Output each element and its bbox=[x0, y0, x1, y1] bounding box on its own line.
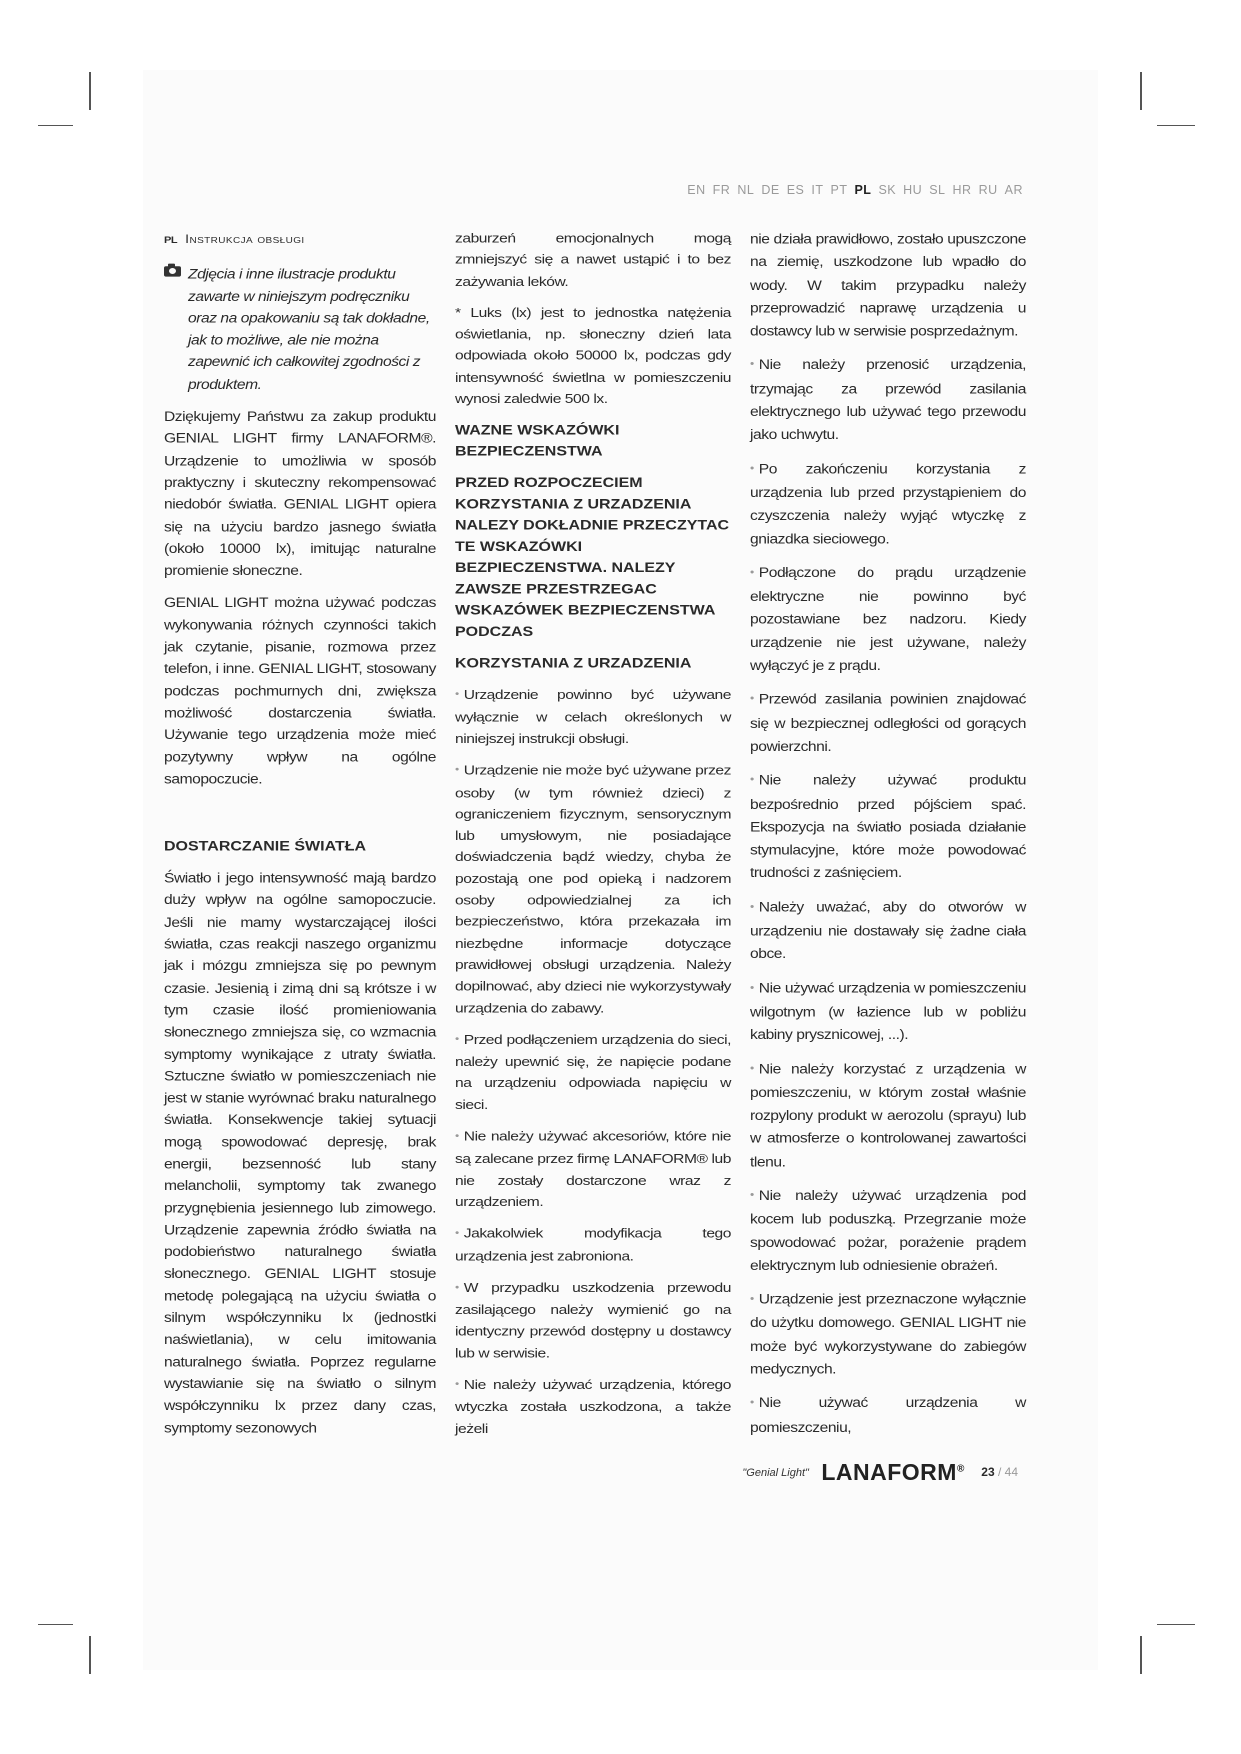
product-name: "Genial Light" bbox=[742, 1467, 809, 1479]
language-code: PL bbox=[164, 234, 178, 246]
crop-mark bbox=[1140, 1636, 1142, 1674]
list-item: • Należy uważać, aby do otworów w urządzeniu nie dostawały się żadne ciała obce. bbox=[750, 899, 1026, 963]
camera-icon bbox=[164, 266, 181, 276]
language-ru: RU bbox=[978, 183, 998, 197]
page-footer bbox=[740, 1459, 1018, 1486]
note-text: Zdjęcia i inne ilustracje produktu zawarte w niniejszym podręczniku oraz na opakowaniu są tak dokładne, jak to możliwe, ale nie można zapewnić ich całkowitej zgodności z produktem. bbox=[188, 267, 430, 393]
crop-mark bbox=[89, 72, 91, 110]
crop-mark bbox=[38, 1624, 73, 1625]
language-sl: SL bbox=[929, 183, 946, 197]
page-number: 23 / 44 bbox=[981, 1465, 1018, 1479]
crop-mark bbox=[1157, 1624, 1195, 1625]
list-item: • Nie należy przenosić urządzenia, trzymając za przewód zasilania elektrycznego lub używać tego przewodu jako uchwytu. bbox=[750, 357, 1026, 443]
crop-mark bbox=[1157, 125, 1195, 126]
language-ar: AR bbox=[1004, 183, 1023, 197]
language-de: DE bbox=[761, 183, 780, 197]
section-title bbox=[164, 228, 436, 252]
safety-heading: WAZNE WSKAZÓWKI BEZPIECZENSTWA bbox=[455, 423, 620, 460]
language-hr: HR bbox=[952, 183, 972, 197]
column-1 bbox=[164, 228, 436, 1450]
before-use-heading: PRZED ROZPOCZECIEM KORZYSTANIA Z URZADZENIA NALEZY DOKŁADNIE PRZECZYTAC TE WSKAZÓWKI BEZPIECZENSTWA. NALEZY ZAWSZE PRZESTRZEGAC WSKAZÓWEK BEZPIECZENSTWA PODCZAS bbox=[455, 476, 730, 640]
language-hu: HU bbox=[903, 183, 923, 197]
list-item: • Nie należy używać urządzenia, którego wtyczka została uszkodzona, a także jeżeli bbox=[455, 1377, 731, 1437]
continued-paragraph: nie działa prawidłowo, zostało upuszczone na ziemię, uszkodzone lub wpadło do wody. W takim przypadku należy przeprowadzić naprawę urządzenia u dostawcy lub w serwisie posprzedażnym. bbox=[750, 231, 1026, 340]
language-nl: NL bbox=[737, 183, 755, 197]
list-item: • Nie należy używać produktu bezpośrednio przed pójściem spać. Ekspozycja na światło posiada działanie stymulacyjne, które może powodować trudności z zaśnięciem. bbox=[750, 772, 1026, 882]
brand-logo: LANAFORM® bbox=[821, 1459, 965, 1485]
list-item: • Jakakolwiek modyfikacja tego urządzenia jest zabroniona. bbox=[455, 1226, 731, 1264]
list-item: • Urządzenie nie może być używane przez osoby (w tym również dzieci) z ograniczeniem fizycznym, sensorycznym lub umysłowym, nie posiadające doświadczenia bądź wiedzy, chyba że pozostają one pod opieką i nadzorem osoby odpowiedzialnej za ich bezpieczeństwo, która przekazała im niezbędne informacje dotyczące prawidłowej obsługi urządzenia. Należy dopilnować, aby dzieci nie wykorzystywały urządzenia do zabawy. bbox=[455, 763, 731, 1016]
language-pt: PT bbox=[830, 183, 848, 197]
list-item: • Przewód zasilania powinien znajdować się w bezpiecznej odległości od gorących powierzchni. bbox=[750, 692, 1026, 755]
list-item: • Nie należy używać urządzenia pod kocem lub poduszką. Przegrzanie może spowodować pożar, porażenie prądem elektrycznym lub odniesienie obrażeń. bbox=[750, 1188, 1026, 1274]
column-3 bbox=[750, 228, 1026, 1450]
list-item: • Podłączone do prądu urządzenie elektryczne nie powinno być pozostawiane bez nadzoru. Kiedy urządzenie nie jest używane, należy wyłączyć je z prądu. bbox=[750, 565, 1026, 674]
photo-note bbox=[164, 264, 436, 396]
crop-mark bbox=[89, 1636, 91, 1674]
list-item: • Po zakończeniu korzystania z urządzenia lub przed przystąpieniem do czyszczenia należy wyjąć wtyczkę z gniazdka sieciowego. bbox=[750, 461, 1026, 547]
continued-paragraph: zaburzeń emocjonalnych mogą zmniejszyć się a nawet ustąpić i to bez zażywania leków. bbox=[455, 231, 731, 289]
footnote: * Luks (lx) jest to jednostka natężenia oświetlania, np. słoneczny dzień lata odpowiada około 50000 lx, podczas gdy intensywność świetlna w pomieszczeniu wynosi zaledwie 500 lx. bbox=[455, 306, 731, 407]
light-heading: DOSTARCZANIE ŚWIATŁA bbox=[164, 839, 367, 854]
language-it: IT bbox=[811, 183, 824, 197]
list-item: • Nie używać urządzenia w pomieszczeniu wilgotnym (w łazience lub w pobliżu kabiny prysznicowej, ...). bbox=[750, 980, 1026, 1043]
list-item: • Nie należy używać akcesoriów, które nie są zalecane przez firmę LANAFORM® lub nie zostały dostarczone wraz z urządzeniem. bbox=[455, 1129, 731, 1210]
use-heading: KORZYSTANIA Z URZADZENIA bbox=[455, 656, 692, 672]
language-sk: SK bbox=[878, 183, 897, 197]
language-en: EN bbox=[687, 183, 706, 197]
intro-paragraph: Dziękujemy Państwu za zakup produktu GENIAL LIGHT firmy LANAFORM®. Urządzenie to umożliwia w sposób praktyczny i skuteczny rekompensować niedobór światła. GENIAL LIGHT opiera się na użyciu bardzo jasnego światła (około 10000 lx), imitując naturalne promienie słoneczne. bbox=[164, 409, 436, 579]
light-paragraph: Światło i jego intensywność mają bardzo duży wpływ na ogólne samopoczucie. Jeśli nie mamy wystarczającej ilości światła, czas reakcji naszego organizmu jak i mózgu zmniejsza się po pewnym czasie. Jesienią i zimą dni są krótsze i w tym czasie ilość promieniowania słonecznego zmniejsza się, co wzmacnia symptomy wynikające z utraty światła. Sztuczne światło w pomieszczeniach nie jest w stanie wyrównać braku naturalnego światła. Konsekwencje takiej sytuacji mogą spowodować depresję, brak energii, bezsenność lub stany melancholii, symptomy tak zwanego przygnębienia jesiennego lub zimowego. Urządzenie zapewnia źródło światła na podobieństwo naturalnego światła słonecznego. GENIAL LIGHT stosuje metodę polegającą na użyciu światła o silnym współczynniku lx (jednostki naświetlania), w celu imitowania naturalnego światła. Poprzez regularne wystawianie się na światło o silnym współczynniku lx przez dany czas, symptomy sezonowych bbox=[164, 871, 436, 1436]
language-pl: PL bbox=[854, 183, 872, 197]
language-fr: FR bbox=[712, 183, 731, 197]
title-text: Instrukcja obsługi bbox=[185, 231, 305, 246]
list-item: • Nie należy korzystać z urządzenia w pomieszczeniu, w którym został właśnie rozpylony produkt w aerozolu (sprayu) lub w atmosferze o kontrolowanej zawartości tlenu. bbox=[750, 1061, 1026, 1170]
list-item: • Urządzenie jest przeznaczone wyłącznie do użytku domowego. GENIAL LIGHT nie może być wykorzystywane do zabiegów medycznych. bbox=[750, 1291, 1026, 1378]
list-item: • Przed podłączeniem urządzenia do sieci, należy upewnić się, że napięcie podane na urządzeniu odpowiada napięciu w sieci. bbox=[455, 1032, 731, 1113]
language-es: ES bbox=[786, 183, 805, 197]
column-2 bbox=[455, 228, 731, 1450]
list-item: • W przypadku uszkodzenia przewodu zasilającego należy wymienić go na identyczny przewód dostępny u dostawcy lub w serwisie. bbox=[455, 1280, 731, 1361]
crop-mark bbox=[1140, 72, 1142, 110]
crop-mark bbox=[38, 125, 73, 126]
usage-paragraph: GENIAL LIGHT można używać podczas wykonywania różnych czynności takich jak czytanie, pisanie, rozmowa przez telefon, i inne. GENIAL LIGHT, stosowany podczas pochmurnych dni, zwiększa możliwość dostarczenia światła. Używanie tego urządzenia może mieć pozytywny wpływ na ogólne samopoczucie. bbox=[164, 596, 436, 787]
list-item: • Urządzenie powinno być używane wyłącznie w celach określonych w niniejszej instrukcji obsługi. bbox=[455, 688, 731, 747]
list-item: • Nie używać urządzenia w pomieszczeniu, bbox=[750, 1395, 1026, 1436]
language-bar bbox=[680, 183, 1023, 197]
